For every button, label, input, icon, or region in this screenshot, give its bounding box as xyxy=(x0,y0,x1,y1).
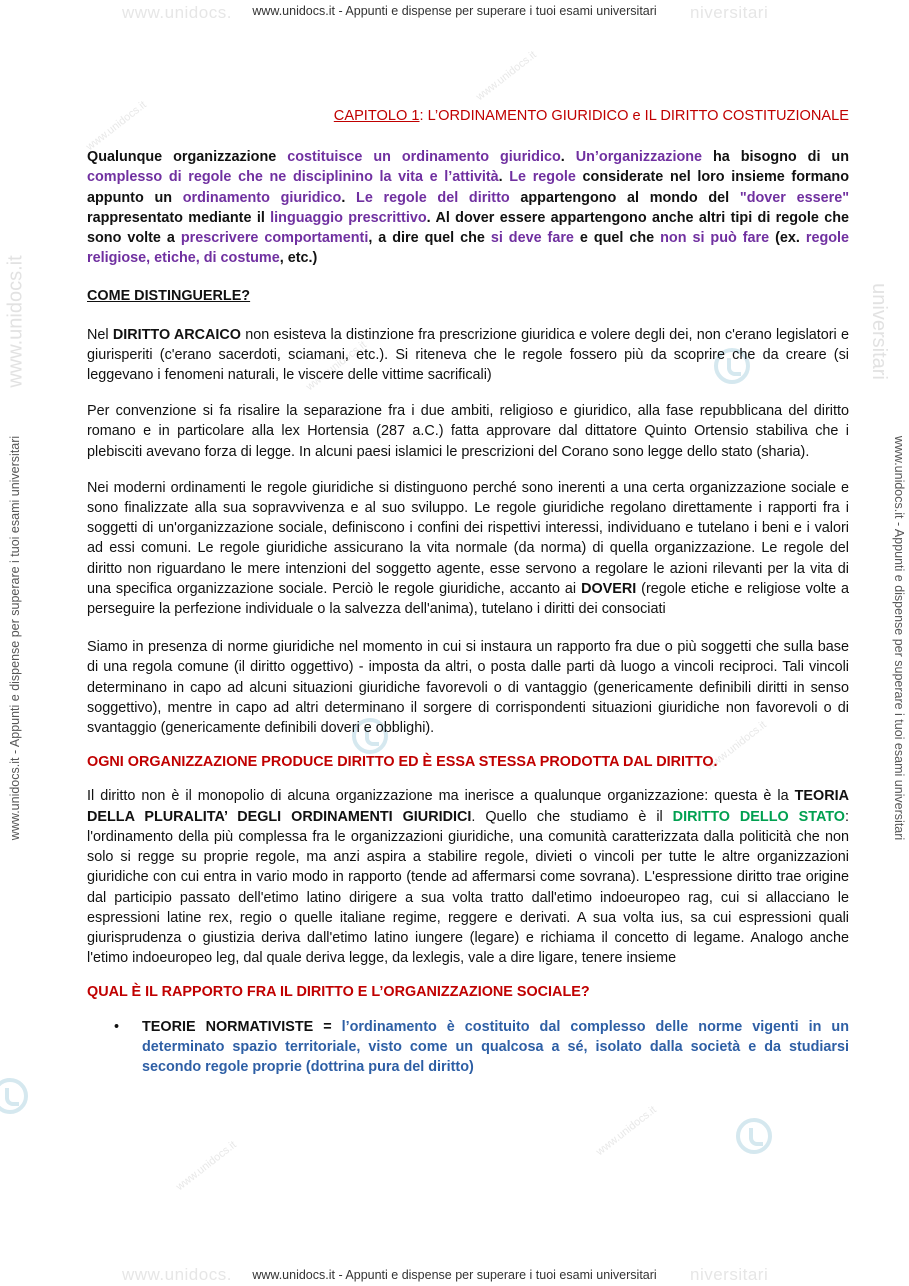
ghost-side-right: universitari xyxy=(867,283,890,380)
text-run: . xyxy=(498,169,510,186)
text-run: Qualunque organizzazione xyxy=(87,149,288,166)
paragraph: Per convenzione si fa risalire la separazione fra i due ambiti, religioso e giuridico, alla fase repubblicana del diritto romano e in particolare alla lex Hortensia (287 a.C.) fatta approvare dal dittatore Quinto Ortensio stabiliva che i plebisciti avevano forza di legge. In alcuni paesi islamici le prescrizioni del Corano sono legge dello stato (sharia). xyxy=(87,403,849,460)
footer-watermark: www.unidocs.it - Appunti e dispense per superare i tuoi esami universitari xyxy=(252,1268,657,1282)
chapter-title-text: : L’ORDINAMENTO GIURIDICO e IL DIRITTO COSTITUZIONALE xyxy=(419,108,849,124)
text-run: Il diritto non è il monopolio di alcuna organizzazione ma inerisce a qualunque organizzazione: questa è la xyxy=(87,788,795,805)
text-run: rappresentato mediante il xyxy=(87,209,271,226)
text-run: non si può fare xyxy=(660,230,770,247)
side-watermark-left: www.unidocs.it - Appunti e dispense per superare i tuoi esami universitari xyxy=(8,435,22,841)
text-run: considerate nel loro insieme formano appunto un xyxy=(87,169,849,206)
text-run: regole religiose, etiche, di costume xyxy=(87,230,850,267)
text-run: (ex. xyxy=(769,230,806,247)
text-run: ordinamento giuridico xyxy=(182,189,342,206)
unidocs-logo-icon xyxy=(736,1118,772,1154)
text-run: TEORIA DELLA PLURALITA’ DEGLI ORDINAMENTI GIURIDICI xyxy=(87,788,849,825)
intro-paragraph xyxy=(87,147,849,268)
chapter-title xyxy=(87,106,849,126)
paragraph xyxy=(87,325,849,386)
ghost-watermark-bottom-left: www.unidocs. xyxy=(122,1265,232,1284)
paragraph xyxy=(87,478,849,619)
section-heading: QUAL È IL RAPPORTO FRA IL DIRITTO E L’ORGANIZZAZIONE SOCIALE? xyxy=(87,984,590,1001)
text-run: si deve fare xyxy=(490,230,574,247)
text-run: Le regole del diritto xyxy=(356,189,510,206)
diagonal-watermark: www.unidocs.it xyxy=(474,48,539,104)
text-run: prescrivere comportamenti xyxy=(180,230,369,247)
text-run: ha bisogno di un xyxy=(702,149,850,166)
text-run: "dover essere" xyxy=(739,189,850,206)
text-run: = xyxy=(313,1018,342,1035)
text-run: (regole etiche e religiose volte a perseguire la perfezione individuale o la salvezza dell'anima), tutelano i diritti dei consociati xyxy=(87,580,850,618)
text-run: Le regole xyxy=(509,169,576,186)
unidocs-logo-icon xyxy=(0,1078,28,1114)
text-run: Un’organizzazione xyxy=(575,149,703,166)
text-run: . Al dover essere appartengono anche altri tipi di regole che sono volte a xyxy=(87,209,849,247)
ghost-side-left: www.unidocs.it xyxy=(4,255,27,388)
header-watermark: www.unidocs.it - Appunti e dispense per superare i tuoi esami universitari xyxy=(252,4,657,18)
text-run: e quel che xyxy=(573,230,661,247)
diagonal-watermark: www.unidocs.it xyxy=(304,338,369,394)
text-run: , etc.) xyxy=(279,250,318,267)
paragraph xyxy=(87,786,849,968)
text-run: Nei moderni ordinamenti le regole giuridiche si distinguono perché sono inerenti a una certa organizzazione sociale e sono finalizzate alla sua sopravvivenza e al suo sviluppo. Le regole giuridiche regolano direttamente i rapporti fra i soggetti di un'organizzazione sociale, definiscono i confini dei rispettivi interessi, individuano e tutelano i beni e i valori ad essi comuni. Le regole giuridiche assicurano la vita normale (da norma) di quella organizzazione. Le regole del diritto non riguardano le mere intenzioni del soggetto agente, esse servono a regolare le azioni rilevanti per la vita di una specifica organizzazione sociale. Perciò le regole giuridiche, accanto ai xyxy=(87,479,849,597)
section-heading: OGNI ORGANIZZAZIONE PRODUCE DIRITTO ED È ESSA STESSA PRODOTTA DAL DIRITTO. xyxy=(87,754,718,771)
chapter-number: CAPITOLO 1 xyxy=(333,108,420,124)
text-run: costituisce un ordinamento giuridico xyxy=(287,149,561,166)
text-run: : l'ordinamento della più complessa fra le organizzazioni giuridiche, una comunità caratterizzata dalla politicità che non solo si regge su proprie regole, ma anzi aspira a stabilire regole, divieti o vincoli per tutte le altre organizzazioni giuridiche con cui entra in vario modo in rapporto (tende ad affermarsi come sovrana). L'espressione diritto trae origine dal participio passato dell'etimo latino dirigere a sua volta tratto dall'etimo indoeuropeo rag, cui si allacciano le espressioni latine rex, regio o quelle italiane regime, reggere e derivati. A sua volta ius, sa cui espressioni quali giurisprudenza o giustizia deriva dall'etimo latino iungere (legare) e richiama il concetto di legame. Analogo anche l'etimo indoeuropeo leg, dal quale deriva legge, da lexlegis, vale a dire ligare, tenere insieme xyxy=(87,808,849,967)
text-run: appartengono al mondo del xyxy=(509,189,740,206)
diagonal-watermark: www.unidocs.it xyxy=(704,718,769,774)
ghost-watermark-bottom-right: niversitari xyxy=(690,1265,769,1284)
section-heading: COME DISTINGUERLE? xyxy=(87,288,251,305)
diagonal-watermark: www.unidocs.it xyxy=(84,98,149,154)
text-run: . xyxy=(341,189,357,206)
ghost-watermark-top-left: www.unidocs. xyxy=(122,3,232,22)
diagonal-watermark: www.unidocs.it xyxy=(174,1138,239,1194)
ghost-watermark-top-right: niversitari xyxy=(690,3,769,22)
paragraph: Siamo in presenza di norme giuridiche nel momento in cui si instaura un rapporto fra due o più soggetti che sulla base di una regola comune (il diritto oggettivo) - imposta da altri, o posta dalle parti dà luogo a vincoli reciproci. Tali vincoli determinano in capo ad alcuni situazioni giuridiche favorevoli o di vantaggio (genericamente definibili diritti in senso soggettivo), mentre in capo ad altri determinano il sorgere di corrispondenti situazioni giuridiche non favorevoli o di svantaggio (genericamente definibili doveri e obblighi). xyxy=(87,639,849,737)
text-run: DOVERI xyxy=(581,580,637,597)
side-watermark-right: www.unidocs.it - Appunti e dispense per superare i tuoi esami universitari xyxy=(892,435,906,841)
text-run: complesso di regole che ne disciplinino la vita e l’attività xyxy=(87,169,499,186)
text-run: non esisteva la distinzione fra prescrizione giuridica e volere degli dei, non c'erano legislatori e giurisperiti (c'erano sacerdoti, sciamani, etc.). Si riteneva che le regole fossero più da scoprire che da creare (si leggevano i fenomeni naturali, le viscere delle vittime sacrificali) xyxy=(87,326,850,384)
list-item xyxy=(114,1017,849,1078)
text-run: , a dire quel che xyxy=(368,230,491,247)
document-page xyxy=(87,100,849,1077)
text-run: DIRITTO ARCAICO xyxy=(112,326,242,343)
text-run: l’ordinamento è costituito dal complesso delle norme vigenti in un determinato spazio territoriale, visto come un qualcosa a sé, isolato dalla società e da studiarsi secondo regole proprie (dottrina pura del diritto) xyxy=(142,1018,849,1075)
text-run: TEORIE NORMATIVISTE xyxy=(142,1018,314,1035)
text-run: . xyxy=(560,149,576,166)
theory-list xyxy=(87,1017,849,1078)
diagonal-watermark: www.unidocs.it xyxy=(594,1103,659,1159)
text-run: DIRITTO DELLO STATO xyxy=(672,808,845,825)
bullet-icon: • xyxy=(114,1018,120,1035)
text-run: . Quello che studiamo è il xyxy=(471,808,673,825)
text-run: linguaggio prescrittivo xyxy=(270,209,427,226)
text-run: Nel xyxy=(87,326,113,343)
